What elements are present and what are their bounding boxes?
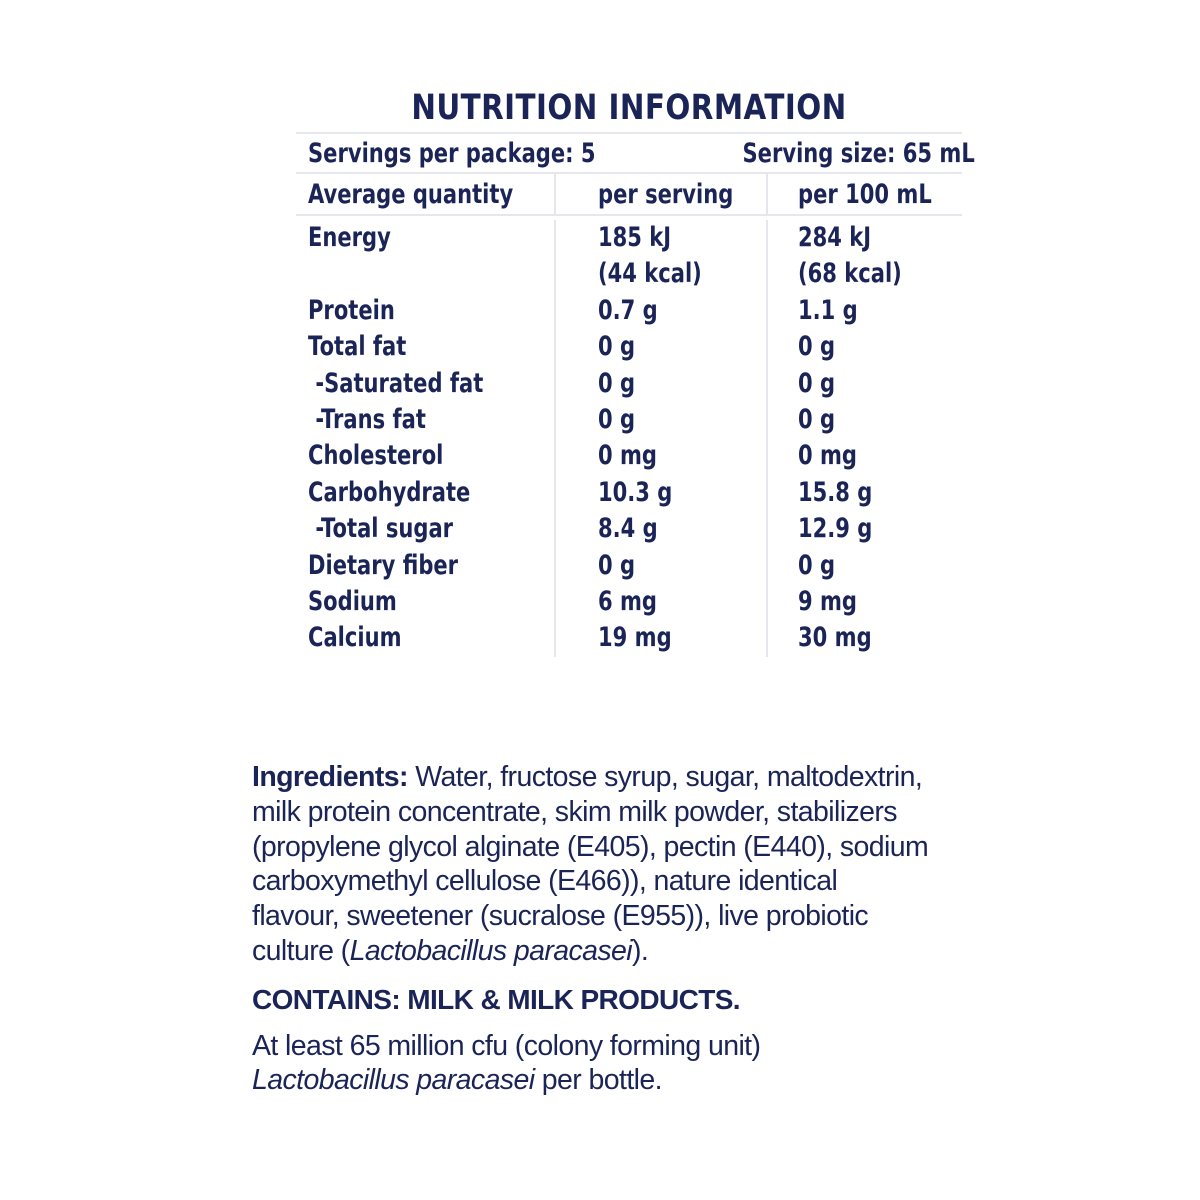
nutrition-information-panel xyxy=(296,84,975,667)
value-per-100ml: 30 mg xyxy=(766,620,962,656)
nutrient-name: -Saturated fat xyxy=(308,367,484,399)
value-per-serving: 0 g xyxy=(554,329,766,365)
servings-row xyxy=(296,132,975,174)
cfu-line: At least 65 million cfu (colony forming unit) xyxy=(252,1030,761,1062)
nutrition-header-row xyxy=(296,174,962,216)
probiotic-species-name: Lactobacillus paracasei xyxy=(252,1063,535,1096)
value-per-100ml: 0 g xyxy=(766,402,962,438)
value-per-100ml: (68 kcal) xyxy=(766,256,962,292)
nutrient-name: Cholesterol xyxy=(308,440,444,472)
header-average-quantity: Average quantity xyxy=(296,174,554,216)
servings-per-package: Servings per package: 5 xyxy=(308,137,596,169)
ingredients-text xyxy=(252,760,1012,969)
value-per-serving: 8.4 g xyxy=(554,511,766,547)
ingredients-line: culture ( xyxy=(252,934,350,967)
value-per-100ml: 15.8 g xyxy=(766,475,962,511)
value-per-100ml: 0 mg xyxy=(766,438,962,474)
value-per-100ml: 12.9 g xyxy=(766,511,962,547)
probiotic-count-statement xyxy=(252,1030,760,1097)
nutrition-table-body xyxy=(296,216,962,667)
nutrient-name: Dietary fiber xyxy=(308,549,459,581)
value-per-serving: 10.3 g xyxy=(554,475,766,511)
value-per-serving: 0 mg xyxy=(554,438,766,474)
nutrient-name xyxy=(296,256,554,292)
value-per-serving: 185 kJ xyxy=(554,220,766,256)
serving-size: Serving size: 65 mL xyxy=(742,137,975,169)
ingredients-line: flavour, sweetener (sucralose (E955)), live probiotic xyxy=(252,900,869,933)
value-per-100ml: 1.1 g xyxy=(766,293,962,329)
value-per-serving: 19 mg xyxy=(554,620,766,656)
value-per-serving: 0 g xyxy=(554,548,766,584)
nutrient-name: Protein xyxy=(308,294,395,326)
allergen-statement: CONTAINS: MILK & MILK PRODUCTS. xyxy=(252,984,740,1015)
cfu-line: per bottle. xyxy=(534,1063,662,1096)
header-per-100ml: per 100 mL xyxy=(766,174,962,216)
value-per-serving: 6 mg xyxy=(554,584,766,620)
value-per-100ml: 0 g xyxy=(766,366,962,402)
ingredients-line: Water, fructose syrup, sugar, maltodextrin, xyxy=(407,761,923,793)
ingredients-line: ). xyxy=(632,934,649,967)
nutrient-name: Sodium xyxy=(308,586,397,618)
nutrient-name: Energy xyxy=(308,222,391,253)
nutrient-name: Carbohydrate xyxy=(308,476,471,508)
nutrient-name: -Total sugar xyxy=(308,513,454,545)
nutrition-title: NUTRITION INFORMATION xyxy=(411,88,847,128)
value-per-serving: 0 g xyxy=(554,366,766,402)
ingredients-line: (propylene glycol alginate (E405), pectin (E440), sodium xyxy=(252,830,929,863)
ingredients-label: Ingredients: xyxy=(252,761,408,793)
value-per-100ml: 0 g xyxy=(766,548,962,584)
value-per-100ml: 284 kJ xyxy=(766,220,962,256)
value-per-serving: (44 kcal) xyxy=(554,256,766,292)
nutrient-name: -Trans fat xyxy=(308,404,426,436)
nutrient-name: Total fat xyxy=(308,331,407,363)
ingredients-line: milk protein concentrate, skim milk powder, stabilizers xyxy=(252,795,897,828)
value-per-serving: 0.7 g xyxy=(554,293,766,329)
value-per-100ml: 9 mg xyxy=(766,584,962,620)
probiotic-species-name: Lactobacillus paracasei xyxy=(349,934,633,967)
value-per-serving: 0 g xyxy=(554,402,766,438)
nutrient-name: Calcium xyxy=(308,622,402,654)
ingredients-line: carboxymethyl cellulose (E466)), nature identical xyxy=(252,865,838,898)
value-per-100ml: 0 g xyxy=(766,329,962,365)
header-per-serving: per serving xyxy=(554,174,766,216)
